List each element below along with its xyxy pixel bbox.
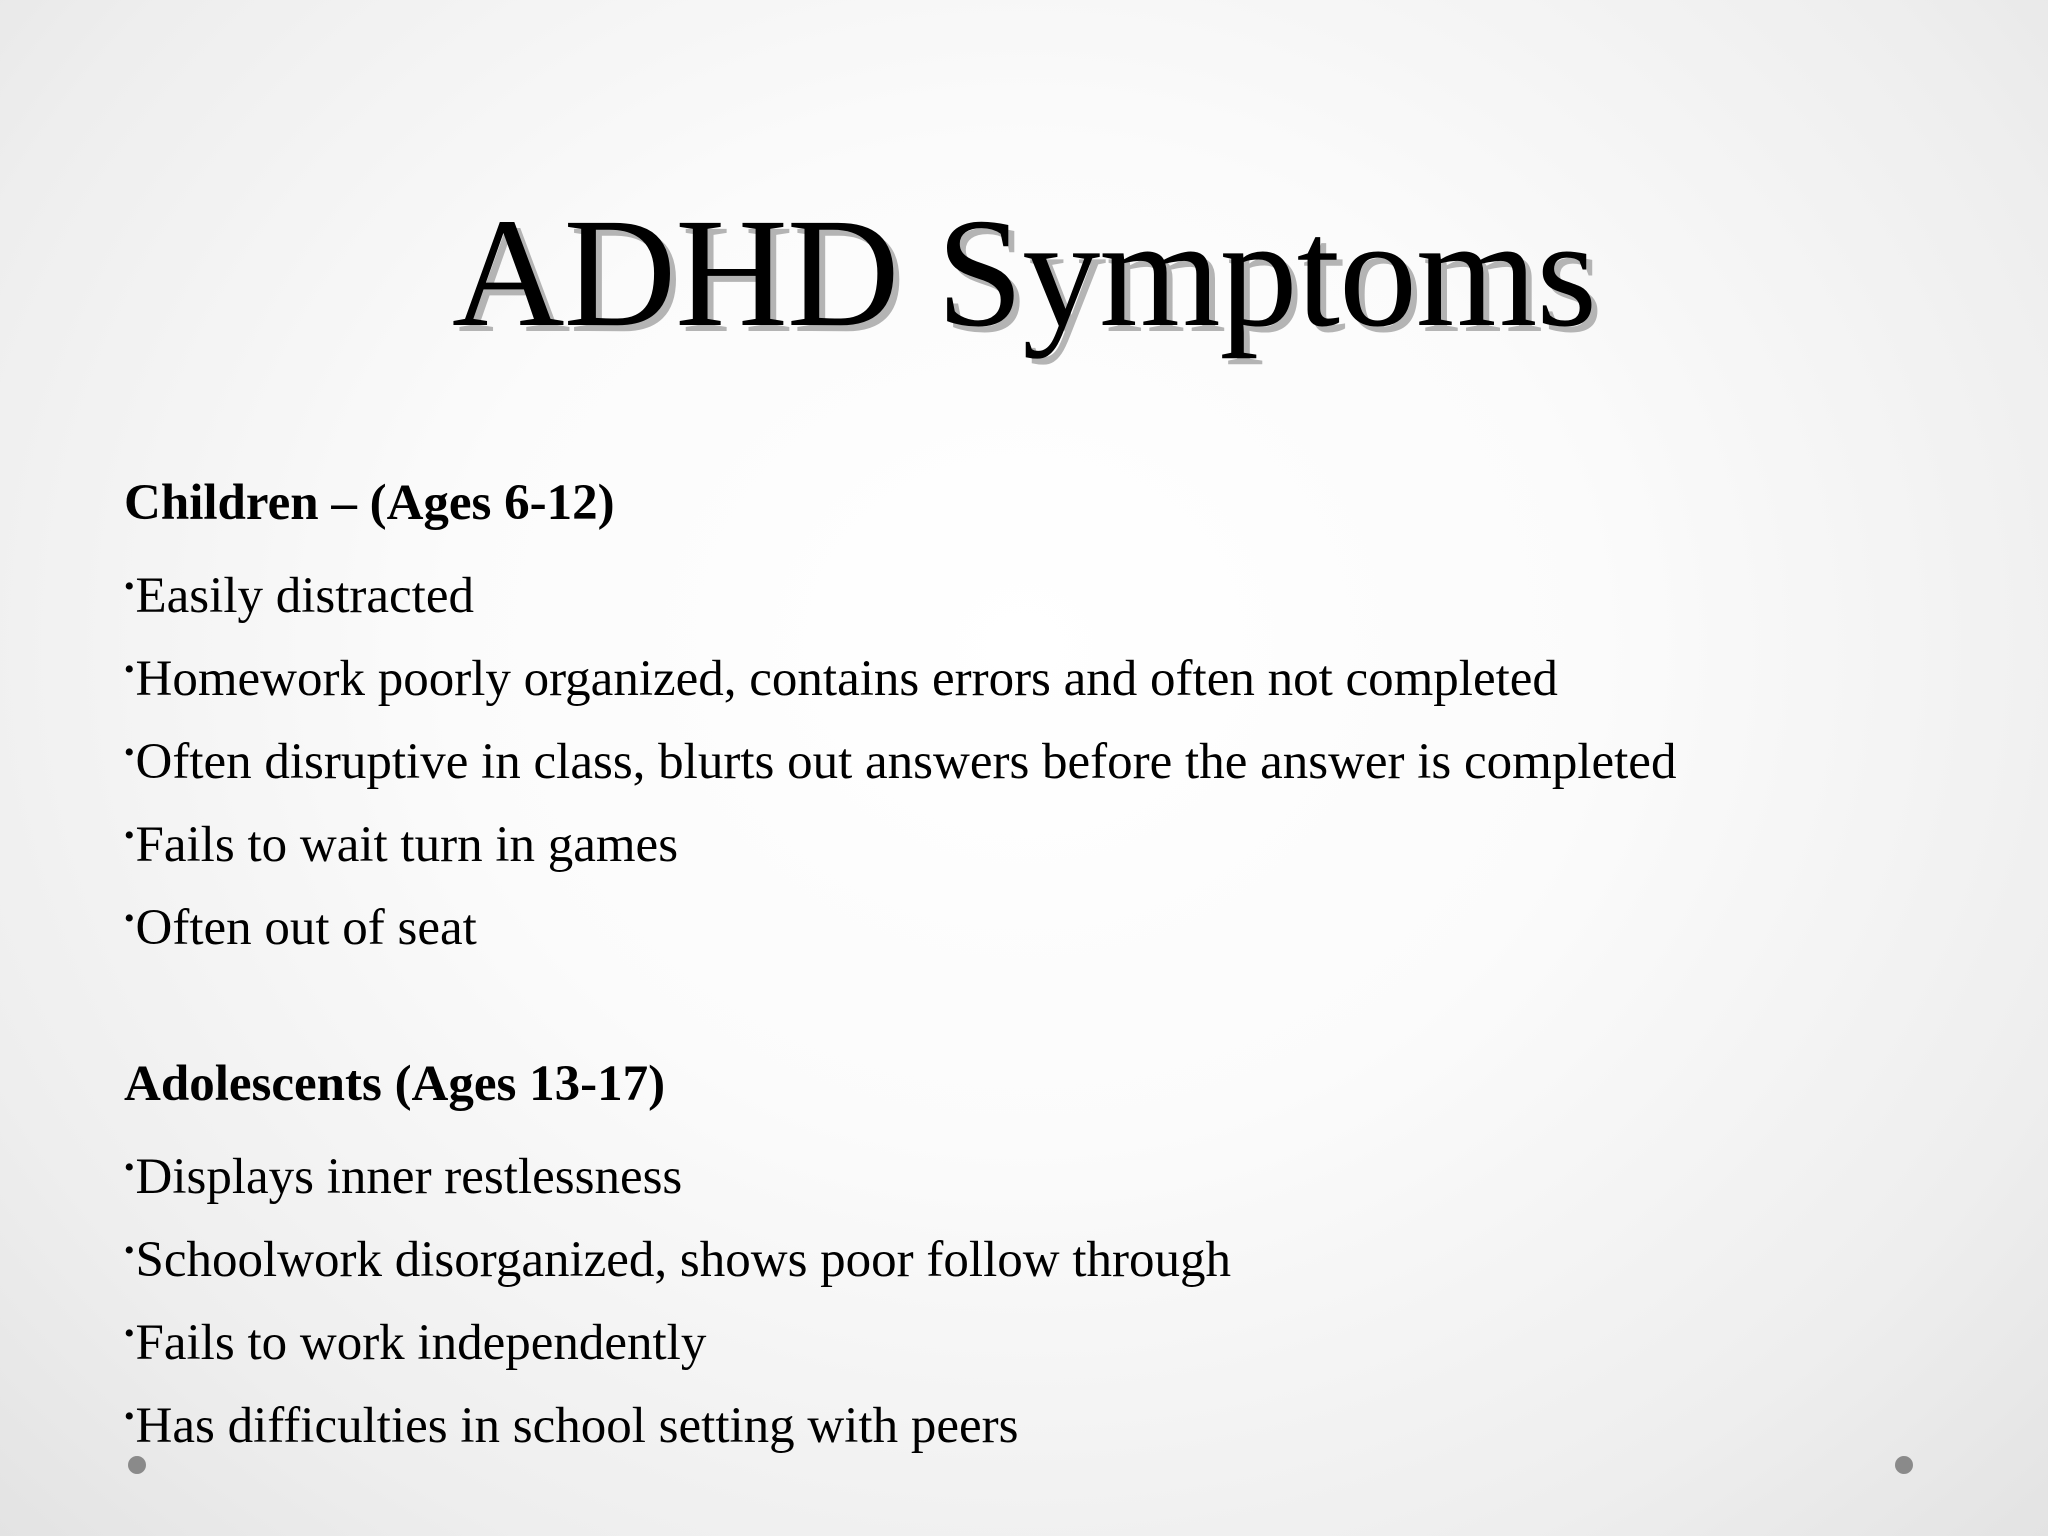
bullet-icon: •: [124, 1151, 135, 1184]
list-item: [124, 1209, 1984, 1292]
list-item-text: Easily distracted: [135, 568, 474, 624]
bullet-icon: •: [124, 902, 135, 935]
slide-title: ADHD Symptoms: [451, 186, 1597, 359]
list-item-text: Homework poorly organized, contains errors and often not completed: [135, 651, 1558, 707]
list-item: [124, 545, 1984, 628]
list-item: [124, 711, 1984, 794]
list-item-text: Often out of seat: [135, 900, 477, 956]
bullet-icon: •: [124, 570, 135, 603]
list-item: [124, 628, 1984, 711]
decorative-dot-icon-left: [128, 1456, 146, 1474]
list-item: [124, 877, 1984, 960]
bullet-icon: •: [124, 653, 135, 686]
section-spacer: [124, 960, 1984, 1043]
bullet-icon: •: [124, 1400, 135, 1433]
bullet-icon: •: [124, 1317, 135, 1350]
list-item-text: Has difficulties in school setting with peers: [135, 1398, 1019, 1454]
bullet-icon: •: [124, 819, 135, 852]
list-item-text: Displays inner restlessness: [135, 1149, 683, 1205]
list-item-text: Fails to wait turn in games: [135, 817, 679, 873]
section-heading-adolescents: Adolescents (Ages 13-17): [124, 1056, 666, 1112]
list-item-text: Often disruptive in class, blurts out answers before the answer is completed: [135, 734, 1677, 790]
list-item-text: Schoolwork disorganized, shows poor follow through: [135, 1232, 1231, 1288]
children-symptom-list: [124, 545, 1984, 960]
bullet-icon: •: [124, 1234, 135, 1267]
decorative-dot-icon-right: [1895, 1456, 1913, 1474]
adolescents-symptom-list: [124, 1126, 1984, 1458]
list-item: [124, 1126, 1984, 1209]
bullet-icon: •: [124, 736, 135, 769]
list-item: [124, 1292, 1984, 1375]
section-heading-children: Children – (Ages 6-12): [124, 475, 615, 531]
slide-content: [124, 462, 1984, 1458]
list-item-text: Fails to work independently: [135, 1315, 707, 1371]
list-item: [124, 794, 1984, 877]
list-item: [124, 1375, 1984, 1458]
